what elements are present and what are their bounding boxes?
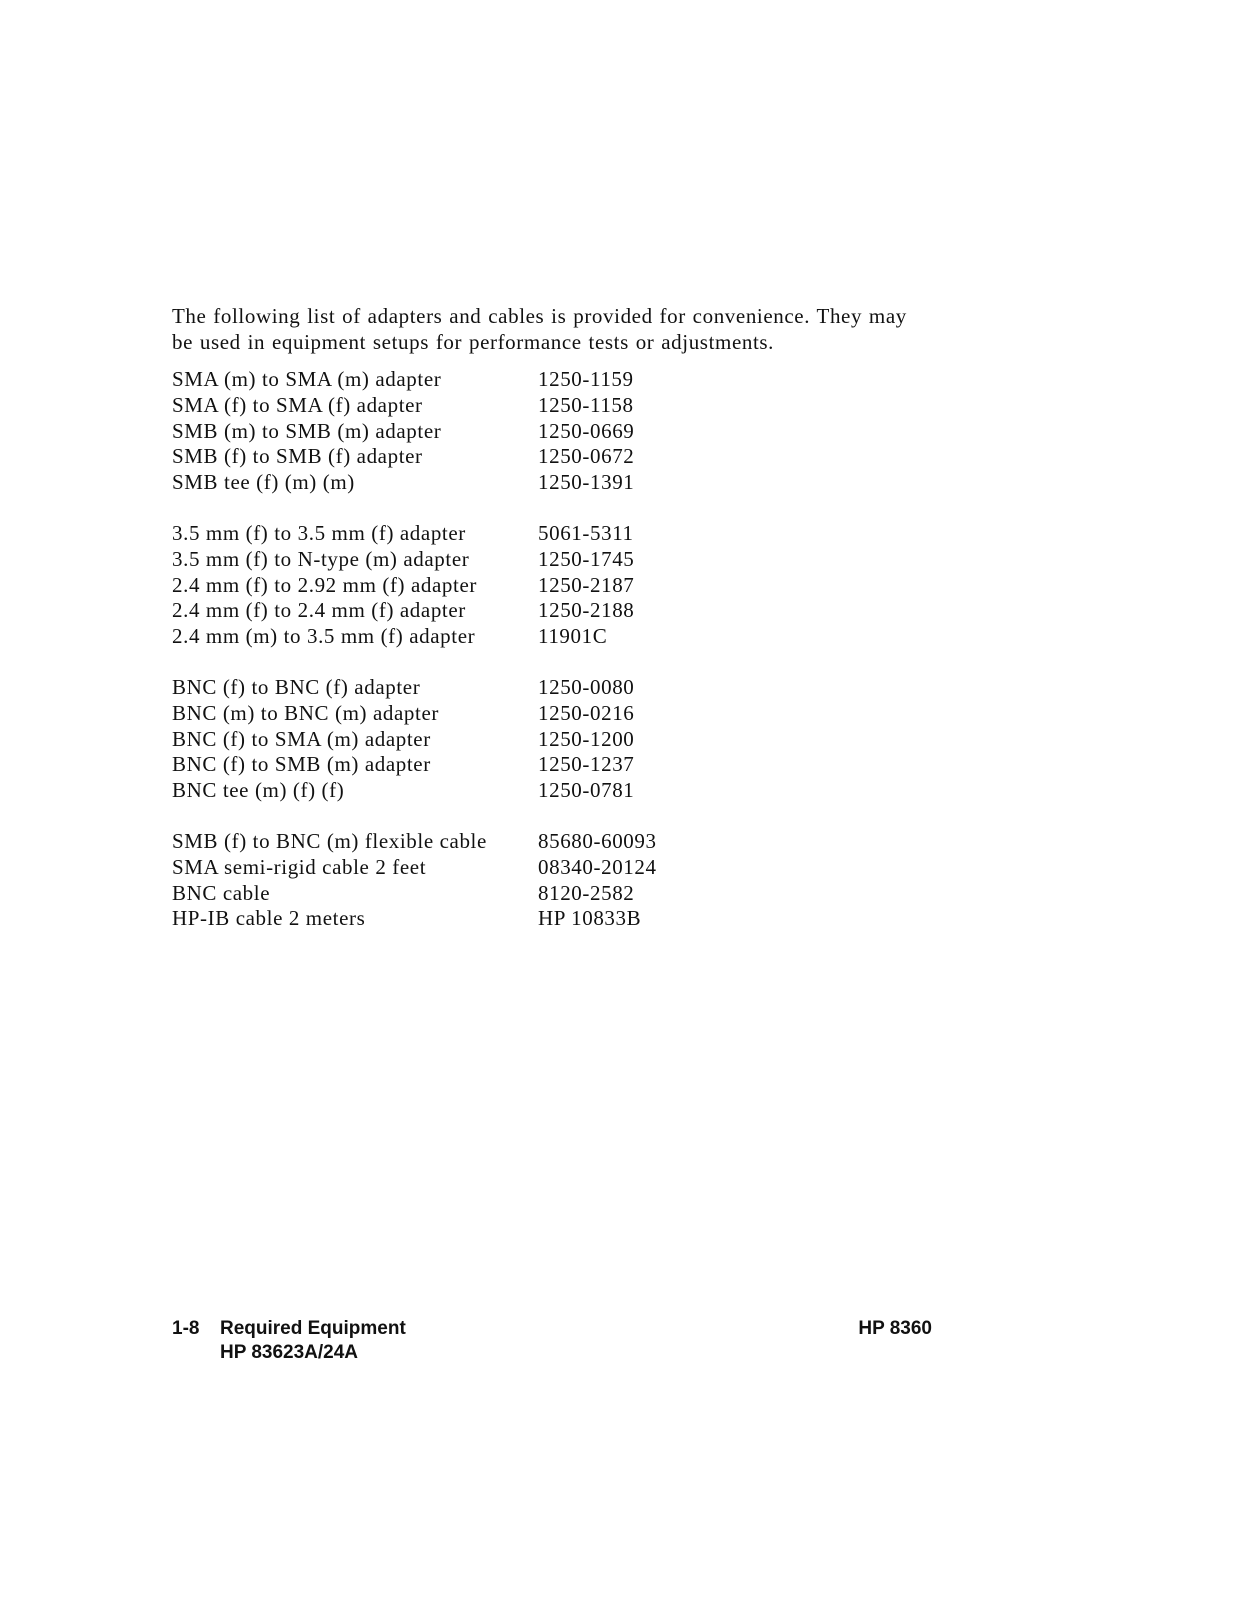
item-part-number: 1250-2188 [538, 598, 635, 623]
item-description: SMA (f) to SMA (f) adapter [172, 392, 423, 417]
list-item [172, 752, 732, 778]
list-item [172, 444, 732, 470]
mm-adapter-group [172, 521, 732, 650]
item-description: SMB (m) to SMB (m) adapter [172, 418, 442, 443]
list-item [172, 906, 732, 932]
list-item [172, 470, 732, 496]
item-part-number: 1250-0672 [538, 444, 635, 469]
list-item [172, 778, 732, 804]
item-part-number: 11901C [538, 624, 608, 649]
page-number: 1-8 [172, 1318, 200, 1339]
item-part-number: 1250-0216 [538, 700, 635, 725]
item-part-number: 85680-60093 [538, 828, 657, 853]
item-part-number: 1250-1237 [538, 752, 635, 777]
intro-line-2: be used in equipment setups for performance tests or adjustments. [172, 330, 775, 354]
item-description: SMB tee (f) (m) (m) [172, 470, 355, 495]
intro-line-1: The following list of adapters and cables is provided for convenience. They may [172, 304, 907, 328]
item-part-number: 1250-1745 [538, 546, 635, 571]
item-description: 2.4 mm (m) to 3.5 mm (f) adapter [172, 624, 476, 649]
list-item [172, 624, 732, 650]
list-item [172, 701, 732, 727]
item-description: 3.5 mm (f) to 3.5 mm (f) adapter [172, 520, 466, 545]
cable-group [172, 829, 732, 932]
sma-smb-adapter-group [172, 367, 732, 496]
item-description: BNC cable [172, 880, 271, 905]
section-title: Required Equipment [220, 1318, 406, 1339]
item-description: 2.4 mm (f) to 2.4 mm (f) adapter [172, 598, 466, 623]
footer-left [172, 1317, 406, 1341]
item-description: BNC (m) to BNC (m) adapter [172, 700, 439, 725]
page-footer [172, 1317, 932, 1365]
item-description: BNC tee (m) (f) (f) [172, 778, 345, 803]
list-item [172, 881, 732, 907]
item-part-number: 1250-1200 [538, 726, 635, 751]
list-item [172, 598, 732, 624]
item-description: HP-IB cable 2 meters [172, 906, 366, 931]
item-part-number: 1250-1159 [538, 367, 634, 391]
equipment-list [172, 367, 732, 957]
item-part-number: 1250-0080 [538, 674, 635, 699]
item-part-number: 1250-2187 [538, 572, 635, 597]
item-part-number: 8120-2582 [538, 880, 635, 905]
item-part-number: HP 10833B [538, 906, 642, 931]
item-description: BNC (f) to BNC (f) adapter [172, 674, 421, 699]
list-item [172, 521, 732, 547]
intro-paragraph [172, 303, 952, 355]
product-name: HP 8360 [858, 1318, 932, 1339]
item-part-number: 1250-1158 [538, 392, 634, 417]
list-item [172, 829, 732, 855]
item-description: SMA semi-rigid cable 2 feet [172, 854, 427, 879]
list-item [172, 419, 732, 445]
item-description: BNC (f) to SMA (m) adapter [172, 726, 431, 751]
item-description: BNC (f) to SMB (m) adapter [172, 752, 431, 777]
list-item [172, 547, 732, 573]
item-part-number: 1250-0669 [538, 418, 635, 443]
model-name: HP 83623A/24A [220, 1342, 359, 1363]
list-item [172, 367, 732, 393]
item-description: 3.5 mm (f) to N-type (m) adapter [172, 546, 470, 571]
item-description: SMB (f) to BNC (m) flexible cable [172, 828, 487, 853]
item-description: 2.4 mm (f) to 2.92 mm (f) adapter [172, 572, 477, 597]
list-item [172, 675, 732, 701]
list-item [172, 727, 732, 753]
item-part-number: 08340-20124 [538, 854, 657, 879]
bnc-adapter-group [172, 675, 732, 804]
item-part-number: 1250-0781 [538, 778, 635, 803]
item-part-number: 1250-1391 [538, 470, 635, 495]
item-part-number: 5061-5311 [538, 520, 634, 545]
item-description: SMA (m) to SMA (m) adapter [172, 367, 442, 391]
item-description: SMB (f) to SMB (f) adapter [172, 444, 423, 469]
list-item [172, 393, 732, 419]
list-item [172, 573, 732, 599]
list-item [172, 855, 732, 881]
